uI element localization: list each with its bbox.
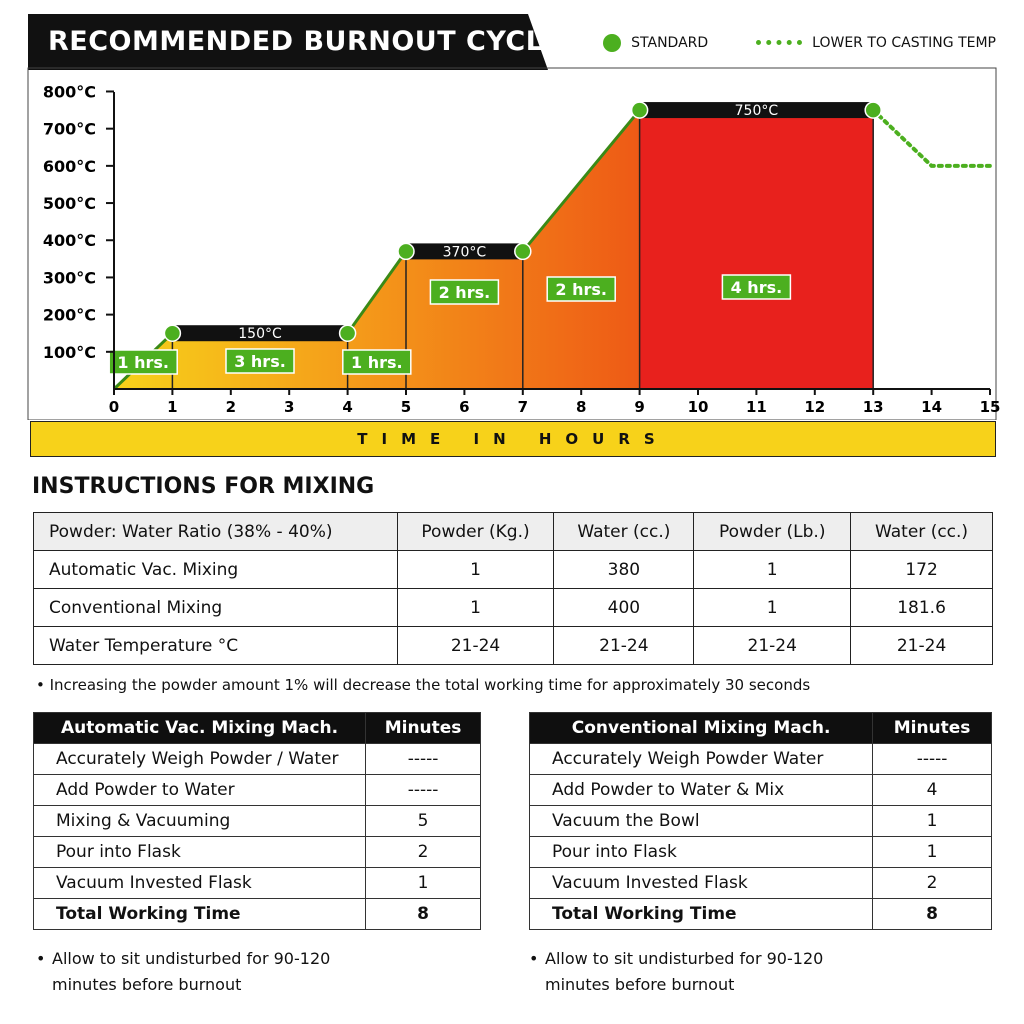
x-tick-label: 13 (862, 398, 884, 416)
mixing-header-cell: Water (cc.) (554, 513, 694, 551)
table-cell: 1 (397, 551, 554, 589)
auto-header-cell: Minutes (366, 713, 481, 744)
table-cell: 1 (694, 589, 851, 627)
table-row (530, 806, 992, 837)
y-tick-label: 300°C (42, 268, 96, 288)
step-cell: Accurately Weigh Powder Water (530, 744, 873, 775)
conv-header-cell: Minutes (873, 713, 992, 744)
table-cell: 400 (554, 589, 694, 627)
step-cell: Mixing & Vacuuming (34, 806, 366, 837)
x-tick-label: 2 (225, 398, 237, 416)
x-tick-label: 4 (342, 398, 353, 416)
y-tick-label: 500°C (42, 194, 96, 214)
step-cell: Accurately Weigh Powder / Water (34, 744, 366, 775)
lower-legend-label: LOWER TO CASTING TEMP (812, 35, 996, 51)
table-cell: 21-24 (851, 627, 993, 665)
x-tick-label: 8 (575, 398, 587, 416)
data-point (164, 325, 180, 341)
table-cell: 1 (397, 589, 554, 627)
table-row (34, 806, 481, 837)
step-cell: Add Powder to Water (34, 775, 366, 806)
total-minutes: 8 (873, 899, 992, 930)
total-label: Total Working Time (530, 899, 873, 930)
total-row (34, 899, 481, 930)
conv-rest-note-text: Allow to sit undisturbed for 90-120 minutes before burnout (545, 949, 824, 994)
x-tick-label: 15 (979, 398, 1001, 416)
conv-header-cell: Conventional Mixing Mach. (530, 713, 873, 744)
lower-to-casting-line (873, 110, 990, 166)
bullet-icon: • (36, 949, 46, 968)
duration-label: 3 hrs. (234, 352, 286, 371)
minutes-cell: 4 (873, 775, 992, 806)
mixing-header-cell: Powder (Kg.) (397, 513, 554, 551)
x-tick-label: 6 (459, 398, 470, 416)
table-row (530, 868, 992, 899)
duration-label: 4 hrs. (730, 278, 783, 297)
x-axis-label: TIME IN HOURS (30, 421, 996, 457)
data-point (398, 243, 414, 259)
minutes-cell: ----- (873, 744, 992, 775)
y-tick-label: 800°C (42, 82, 96, 102)
table-row (34, 744, 481, 775)
table-row (34, 589, 993, 627)
x-tick-label: 9 (634, 398, 645, 416)
x-tick-label: 7 (517, 398, 529, 416)
table-cell: 21-24 (694, 627, 851, 665)
auto-header-row (34, 713, 481, 744)
x-tick-label: 10 (687, 398, 709, 416)
table-cell: 172 (851, 551, 993, 589)
table-cell: 181.6 (851, 589, 993, 627)
table-row (530, 837, 992, 868)
table-row (34, 868, 481, 899)
table-row (34, 837, 481, 868)
data-point (515, 243, 531, 259)
step-cell: Pour into Flask (530, 837, 873, 868)
total-row (530, 899, 992, 930)
minutes-cell: 1 (873, 837, 992, 868)
table-row (530, 775, 992, 806)
y-tick-label: 200°C (42, 305, 96, 325)
step-cell: Vacuum the Bowl (530, 806, 873, 837)
final-hold-area (640, 110, 874, 389)
x-tick-label: 0 (108, 398, 120, 416)
duration-label: 1 hrs. (351, 353, 403, 372)
mixing-section-title: INSTRUCTIONS FOR MIXING (32, 474, 375, 499)
bullet-icon: • (529, 949, 539, 968)
minutes-cell: 2 (873, 868, 992, 899)
table-row (34, 627, 993, 665)
duration-label: 1 hrs. (117, 353, 169, 372)
y-tick-label: 400°C (42, 231, 96, 251)
data-point (340, 325, 356, 341)
duration-label: 2 hrs. (555, 280, 607, 299)
table-cell: 21-24 (397, 627, 554, 665)
minutes-cell: 1 (873, 806, 992, 837)
standard-legend-label: STANDARD (631, 35, 709, 51)
hold-temp-label: 150°C (238, 326, 282, 343)
table-cell: Conventional Mixing (34, 589, 398, 627)
automatic-mixing-table (33, 712, 481, 930)
powder-note: • Increasing the powder amount 1% will decrease the total working time for approximately 30 seconds (36, 676, 811, 694)
total-label: Total Working Time (34, 899, 366, 930)
auto-rest-note (36, 946, 392, 998)
table-cell: 380 (554, 551, 694, 589)
y-tick-label: 100°C (42, 342, 96, 362)
chart-title: RECOMMENDED BURNOUT CYCLES (48, 26, 583, 57)
table-row (34, 775, 481, 806)
duration-label: 2 hrs. (438, 283, 491, 302)
step-cell: Pour into Flask (34, 837, 366, 868)
minutes-cell: ----- (366, 775, 481, 806)
x-tick-label: 1 (167, 398, 178, 416)
conv-header-row (530, 713, 992, 744)
table-cell: 1 (694, 551, 851, 589)
data-point (865, 102, 881, 118)
y-tick-label: 700°C (42, 119, 96, 139)
auto-rest-note-text: Allow to sit undisturbed for 90-120 minutes before burnout (52, 949, 331, 994)
hold-temp-label: 370°C (442, 244, 487, 261)
table-cell: 21-24 (554, 627, 694, 665)
minutes-cell: 2 (366, 837, 481, 868)
mixing-header-cell: Water (cc.) (851, 513, 993, 551)
mixing-table (33, 512, 993, 665)
table-row (34, 551, 993, 589)
minutes-cell: 5 (366, 806, 481, 837)
step-cell: Vacuum Invested Flask (34, 868, 366, 899)
burnout-chart (0, 0, 1024, 420)
x-tick-label: 14 (921, 398, 943, 416)
conventional-mixing-table (529, 712, 992, 930)
auto-header-cell: Automatic Vac. Mixing Mach. (34, 713, 366, 744)
step-cell: Vacuum Invested Flask (530, 868, 873, 899)
mixing-header-cell: Powder: Water Ratio (38% - 40%) (34, 513, 398, 551)
mixing-header-row (34, 513, 993, 551)
minutes-cell: ----- (366, 744, 481, 775)
ramp-area (114, 110, 640, 389)
minutes-cell: 1 (366, 868, 481, 899)
mixing-header-cell: Powder (Lb.) (694, 513, 851, 551)
conv-rest-note (529, 946, 885, 998)
hold-temp-label: 750°C (734, 103, 779, 120)
data-point (632, 102, 648, 118)
table-cell: Automatic Vac. Mixing (34, 551, 398, 589)
step-cell: Add Powder to Water & Mix (530, 775, 873, 806)
table-row (530, 744, 992, 775)
x-tick-label: 5 (400, 398, 412, 416)
x-tick-label: 11 (745, 398, 767, 416)
x-tick-label: 3 (283, 398, 295, 416)
total-minutes: 8 (366, 899, 481, 930)
y-tick-label: 600°C (42, 156, 96, 176)
x-tick-label: 12 (804, 398, 826, 416)
table-cell: Water Temperature °C (34, 627, 398, 665)
